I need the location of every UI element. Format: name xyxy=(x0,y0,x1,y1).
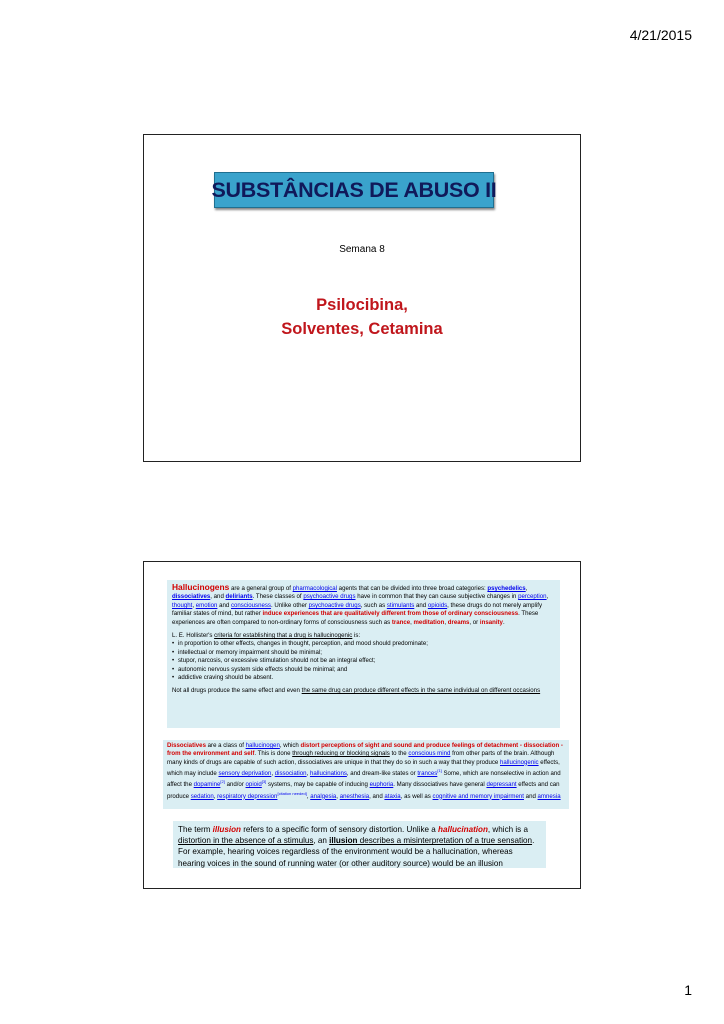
link-depressant[interactable]: depressant xyxy=(486,781,517,789)
text: agents that can be divided into three broad categories: xyxy=(336,585,488,592)
underlined-phrase: describes a misinterpretation of a true sensation xyxy=(357,836,533,846)
link-analgesia[interactable]: analgesia xyxy=(310,792,337,800)
text: , which xyxy=(279,742,301,749)
link-sensory-deprivation[interactable]: sensory deprivation xyxy=(218,769,272,777)
text: , and dream-like states or xyxy=(346,769,418,777)
text: effects, which may include xyxy=(167,758,560,777)
text: . xyxy=(502,618,505,626)
link-dissociation[interactable]: dissociation xyxy=(274,769,307,777)
text: , or xyxy=(469,618,480,626)
text: , as well as xyxy=(400,792,433,800)
link-opioids[interactable]: opioids xyxy=(427,601,448,609)
list-item: • autonomic nervous system side effects should be minimal; and xyxy=(172,666,555,674)
link-cognitive-memory-impairment[interactable]: cognitive and memory impairment xyxy=(432,792,524,800)
text: effects and can produce xyxy=(167,781,560,800)
text: are a general group of xyxy=(229,585,293,592)
text: refers to a specific form of sensory distortion. Unlike a xyxy=(240,825,438,834)
link-stimulants[interactable]: stimulants xyxy=(386,601,415,609)
link-psychoactive-drugs-2[interactable]: psychoactive drugs xyxy=(308,601,361,609)
highlight-distort: distort perceptions of sight and sound and produce feelings of detachment - dissociation - from the environment and self xyxy=(167,742,563,758)
slide-title xyxy=(143,134,581,462)
link-euphoria[interactable]: euphoria xyxy=(369,781,394,789)
text: , xyxy=(306,792,311,800)
dissociatives-paragraph xyxy=(167,742,565,801)
title-banner xyxy=(211,172,497,208)
highlight-dreams: dreams xyxy=(447,618,470,626)
text: . Many dissociatives have general xyxy=(393,781,487,789)
illusion-term-bold: illusion xyxy=(329,836,358,846)
text: The term xyxy=(178,825,213,834)
highlight-trance: trance xyxy=(391,618,411,626)
subtitle-line-1: Psilocibina, xyxy=(316,296,408,314)
text: and xyxy=(217,601,231,609)
text: , xyxy=(306,769,310,777)
note-underlined: the same drug can produce different effects in the same individual on different occasions xyxy=(301,687,541,695)
link-emotion[interactable]: emotion xyxy=(195,601,218,609)
link-opioid[interactable]: opioid xyxy=(245,781,262,789)
citation-ref[interactable]: [3] xyxy=(261,779,267,785)
text: systems, may be capable of inducing xyxy=(266,781,370,789)
text: . These classes of xyxy=(252,593,304,601)
link-amnesia[interactable]: amnesia xyxy=(537,792,561,800)
text: . This is done xyxy=(254,750,293,758)
text: and xyxy=(414,601,428,609)
highlight-insanity: insanity xyxy=(479,618,503,626)
list-item: • intellectual or memory impairment should be minimal; xyxy=(172,649,555,657)
link-trances[interactable]: trances xyxy=(417,769,438,777)
link-perception[interactable]: perception xyxy=(518,593,547,601)
text: , xyxy=(213,792,218,800)
link-respiratory-depression[interactable]: respiratory depression xyxy=(217,792,278,800)
link-dopamine[interactable]: dopamine xyxy=(193,781,221,789)
text: to the xyxy=(389,750,409,758)
note-paragraph xyxy=(172,687,555,695)
text: , xyxy=(444,618,448,626)
highlight-induce: induce experiences that are qualitatively different from those of ordinary consciousness xyxy=(262,610,519,618)
link-hallucinogenic[interactable]: hallucinogenic xyxy=(499,758,539,766)
list-item: • stupor, narcosis, or excessive stimulation should not be an integral effect; xyxy=(172,657,555,665)
illusion-paragraph xyxy=(178,824,541,869)
text: Not all drugs produce the same effect and even xyxy=(172,687,302,695)
week-label: Semana 8 xyxy=(339,244,385,255)
underlined-phrase: distortion in the absence of a stimulus xyxy=(178,836,314,846)
link-consciousness[interactable]: consciousness xyxy=(230,601,271,609)
criteria-list xyxy=(172,640,555,682)
hallucinogens-box xyxy=(167,580,560,728)
text: , such as xyxy=(360,601,387,609)
link-deliriants[interactable]: deliriants xyxy=(225,593,253,601)
hallucinogens-term: Hallucinogens xyxy=(172,582,230,592)
text: , xyxy=(525,585,528,592)
text: , these drugs do not merely amplify familiar states of mind, but rather xyxy=(172,601,542,618)
slide-hallucinogens xyxy=(143,561,581,889)
text: L. E. Hollister's xyxy=(172,632,215,640)
header-date: 4/21/2015 xyxy=(629,27,692,43)
text: , and xyxy=(369,792,385,800)
text: have in common that they can cause subjective changes in xyxy=(355,593,519,601)
text: , an xyxy=(313,836,330,846)
page-number: 1 xyxy=(684,982,692,998)
link-psychoactive-drugs[interactable]: psychoactive drugs xyxy=(303,593,356,601)
citation-needed[interactable]: [citation needed] xyxy=(277,790,307,796)
text: . Unlike other xyxy=(270,601,309,609)
underlined-phrase: through reducing or blocking signals xyxy=(292,750,390,758)
dissociatives-box xyxy=(163,740,569,809)
link-sedation[interactable]: sedation xyxy=(190,792,214,800)
slide-title-text: SUBSTÂNCIAS DE ABUSO II xyxy=(211,177,497,202)
link-hallucinogen[interactable]: hallucinogen xyxy=(245,742,280,749)
text: , xyxy=(410,618,414,626)
list-item: • addictive craving should be absent. xyxy=(172,674,555,682)
hallucinogens-paragraph xyxy=(172,583,555,627)
link-thought[interactable]: thought xyxy=(172,601,193,609)
text: , xyxy=(271,769,275,777)
citation-ref[interactable]: [2] xyxy=(220,779,225,785)
text: , which is a xyxy=(487,825,528,834)
text: . For example, hearing voices regardless of the environment would be a hallucination, whereas hearing voices in the sound of running water (or other auditory source) would be an illusion xyxy=(178,836,535,868)
link-pharmacological[interactable]: pharmacological xyxy=(292,585,337,592)
subtitle-line-2: Solventes, Cetamina xyxy=(281,320,443,338)
text: and/or xyxy=(224,781,246,789)
text: . These experiences are often compared to non-ordinary forms of consciousness such as xyxy=(172,610,539,626)
link-hallucinations[interactable]: hallucinations xyxy=(309,769,347,777)
text: Some, which are nonselective in action and affect the xyxy=(167,769,561,789)
text: , xyxy=(336,792,340,800)
link-dissociatives[interactable]: dissociatives xyxy=(172,593,211,601)
text: is: xyxy=(352,632,361,640)
list-item: • in proportion to other effects, changes in thought, perception, and mood should predominate; xyxy=(172,640,555,648)
hallucination-term: hallucination xyxy=(438,825,488,834)
illusion-box xyxy=(173,821,546,868)
link-psychedelics[interactable]: psychedelics xyxy=(487,585,526,592)
hollister-intro xyxy=(172,632,555,640)
highlight-meditation: meditation xyxy=(413,618,445,626)
dissociatives-term: Dissociatives xyxy=(167,742,206,749)
text: , xyxy=(192,601,196,609)
text: from other parts of the brain. Although many kinds of drugs are capable of such action, dissociatives are unique in that they do so in such a way that they produce xyxy=(167,750,555,766)
text: , xyxy=(546,593,549,601)
hollister-criteria-phrase: criteria for establishing that a drug is hallucinogenic xyxy=(214,632,353,640)
illusion-term: illusion xyxy=(212,825,241,834)
link-ataxia[interactable]: ataxia xyxy=(384,792,401,800)
citation-ref[interactable]: [1] xyxy=(437,767,442,773)
text: , and xyxy=(210,593,226,601)
text: and xyxy=(523,792,538,800)
text: are a class of xyxy=(205,742,246,749)
link-conscious-mind[interactable]: conscious mind xyxy=(408,750,451,758)
link-anesthesia[interactable]: anesthesia xyxy=(339,792,370,800)
